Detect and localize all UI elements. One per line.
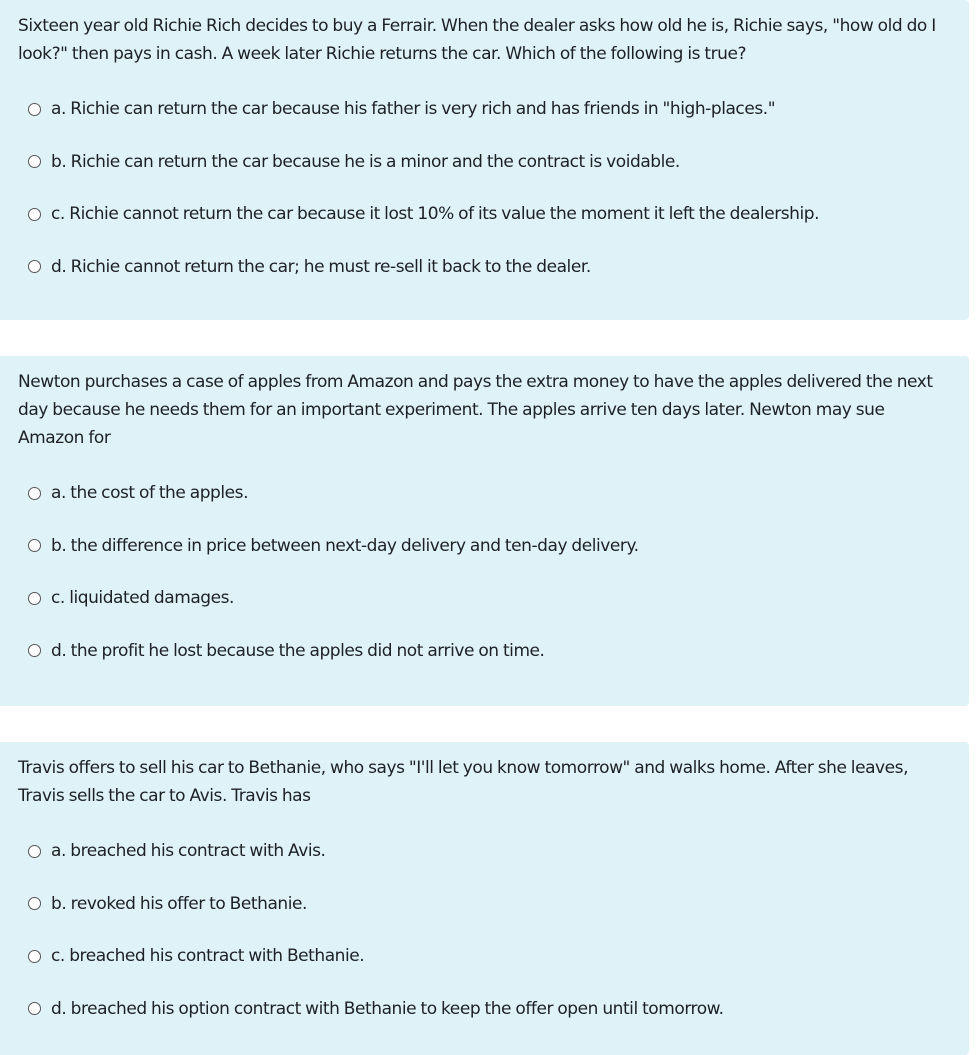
question-2-option-d[interactable] bbox=[18, 625, 951, 678]
radio-button[interactable] bbox=[28, 155, 41, 168]
question-1-option-a[interactable] bbox=[18, 83, 951, 136]
question-3-answers bbox=[18, 825, 951, 1035]
option-label: b. revoked his offer to Bethanie. bbox=[51, 893, 307, 914]
option-label: c. breached his contract with Bethanie. bbox=[51, 946, 365, 967]
radio-button[interactable] bbox=[28, 644, 41, 657]
radio-button[interactable] bbox=[28, 845, 41, 858]
question-2-option-c[interactable] bbox=[18, 572, 951, 625]
question-1-answers bbox=[18, 83, 951, 293]
question-2 bbox=[0, 356, 969, 706]
option-label: d. Richie cannot return the car; he must re-sell it back to the dealer. bbox=[51, 256, 591, 277]
question-1-text: Sixteen year old Richie Rich decides to buy a Ferrair. When the dealer asks how old he is, Richie says, "how old do I look?" then pays in cash. A week later Richie returns the car. Which of the following is true? bbox=[18, 16, 936, 64]
option-label: c. liquidated damages. bbox=[51, 588, 235, 609]
question-1-option-b[interactable] bbox=[18, 136, 951, 189]
option-label: b. Richie can return the car because he is a minor and the contract is voidable. bbox=[51, 151, 680, 172]
option-label: a. breached his contract with Avis. bbox=[51, 841, 326, 862]
radio-button[interactable] bbox=[28, 103, 41, 116]
radio-button[interactable] bbox=[28, 950, 41, 963]
question-1 bbox=[0, 0, 969, 320]
radio-button[interactable] bbox=[28, 260, 41, 273]
question-3-option-b[interactable] bbox=[18, 878, 951, 931]
option-label: d. breached his option contract with Bethanie to keep the offer open until tomorrow. bbox=[51, 998, 724, 1019]
question-3-text: Travis offers to sell his car to Bethanie, who says "I'll let you know tomorrow" and walks home. After she leaves, Travis sells the car to Avis. Travis has bbox=[18, 758, 909, 806]
question-1-option-d[interactable] bbox=[18, 241, 951, 294]
question-2-option-a[interactable] bbox=[18, 467, 951, 520]
question-2-option-b[interactable] bbox=[18, 520, 951, 573]
radio-button[interactable] bbox=[28, 487, 41, 500]
option-label: a. the cost of the apples. bbox=[51, 483, 249, 504]
radio-button[interactable] bbox=[28, 897, 41, 910]
question-2-text: Newton purchases a case of apples from Amazon and pays the extra money to have the apples delivered the next day because he needs them for an important experiment. The apples arrive ten days later. Newton may sue Amazon for bbox=[18, 372, 933, 448]
question-3-option-a[interactable] bbox=[18, 825, 951, 878]
question-2-answers bbox=[18, 467, 951, 677]
question-3 bbox=[0, 742, 969, 1055]
option-label: d. the profit he lost because the apples did not arrive on time. bbox=[51, 640, 545, 661]
radio-button[interactable] bbox=[28, 592, 41, 605]
question-3-option-d[interactable] bbox=[18, 983, 951, 1036]
option-label: c. Richie cannot return the car because it lost 10% of its value the moment it left the dealership. bbox=[51, 204, 820, 225]
radio-button[interactable] bbox=[28, 539, 41, 552]
option-label: a. Richie can return the car because his father is very rich and has friends in "high-places." bbox=[51, 99, 776, 120]
question-1-option-c[interactable] bbox=[18, 188, 951, 241]
radio-button[interactable] bbox=[28, 1002, 41, 1015]
radio-button[interactable] bbox=[28, 208, 41, 221]
question-3-option-c[interactable] bbox=[18, 930, 951, 983]
option-label: b. the difference in price between next-day delivery and ten-day delivery. bbox=[51, 535, 639, 556]
